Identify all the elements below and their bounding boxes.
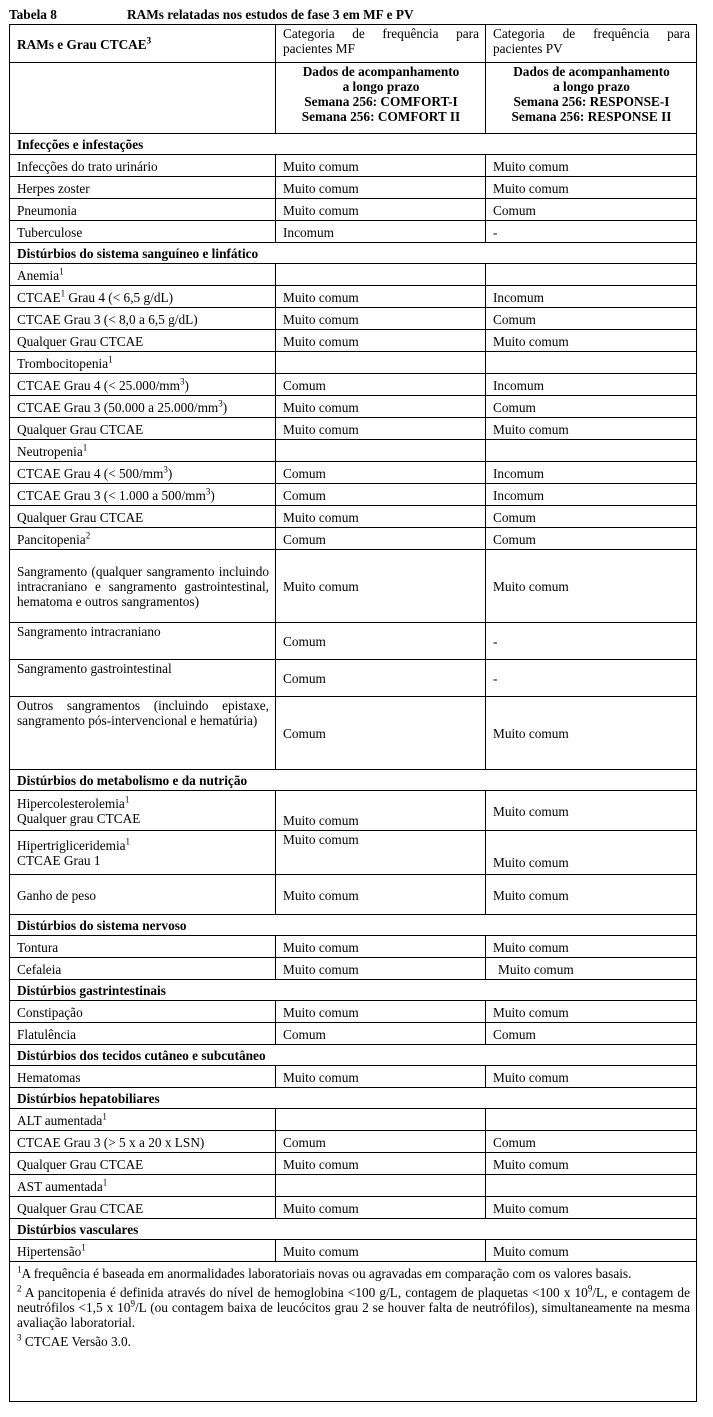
section-row: Distúrbios do sistema sanguíneo e linfático bbox=[10, 243, 697, 264]
footnote-1: $^1$A frequência é baseada em anormalidades laboratoriais novas ou agravadas em comparação com os valores basais. bbox=[17, 1264, 632, 1281]
table-row: Sangramento (qualquer sangramento incluindo intracraniano e sangramento gastrointestinal, hematoma e outros sangramentos) Muito comum Muito comum bbox=[10, 550, 697, 623]
table-header-row bbox=[10, 25, 697, 63]
header-mf-category: Categoria de frequência para pacientes MF bbox=[276, 25, 486, 63]
table-row: Pancitopenia$^2$ Comum Comum bbox=[10, 528, 697, 550]
table-row: Cefaleia Muito comum Muito comum bbox=[10, 958, 697, 980]
table-row: Infecções do trato urinário Muito comum Muito comum bbox=[10, 155, 697, 177]
table-row: Tuberculose Incomum - bbox=[10, 221, 697, 243]
table-title: RAMs relatadas nos estudos de fase 3 em MF e PV bbox=[127, 7, 414, 22]
header-adr-grade: RAMs e Grau CTCAE$^3$ bbox=[10, 25, 276, 63]
section-row: Distúrbios do metabolismo e da nutrição bbox=[10, 770, 697, 791]
table-row: Flatulência Comum Comum bbox=[10, 1023, 697, 1045]
footnote-3: $^3$ CTCAE Versão 3.0. bbox=[17, 1332, 131, 1349]
table-row: Constipação Muito comum Muito comum bbox=[10, 1001, 697, 1023]
table-row: Qualquer Grau CTCAE Muito comum Muito comum bbox=[10, 1197, 697, 1219]
table-row: CTCAE Grau 3 (< 8,0 a 6,5 g/dL) Muito comum Comum bbox=[10, 308, 697, 330]
table-row: Qualquer Grau CTCAE Muito comum Muito comum bbox=[10, 418, 697, 440]
table-row: AST aumentada$^1$ bbox=[10, 1175, 697, 1197]
table-row: Trombocitopenia$^1$ bbox=[10, 352, 697, 374]
table-row: Hipercolesterolemia$^1$ Qualquer grau CTCAE Muito comum Muito comum bbox=[10, 791, 697, 831]
table-row: Hematomas Muito comum Muito comum bbox=[10, 1066, 697, 1088]
section-row: Distúrbios hepatobiliares bbox=[10, 1088, 697, 1109]
table-row: Anemia$^1$ bbox=[10, 264, 697, 286]
pv-followup-header: Dados de acompanhamento a longo prazo Semana 256: RESPONSE-I Semana 256: RESPONSE II bbox=[486, 63, 697, 134]
table-row: Herpes zoster Muito comum Muito comum bbox=[10, 177, 697, 199]
table-row: Pneumonia Muito comum Comum bbox=[10, 199, 697, 221]
table-row: Qualquer Grau CTCAE Muito comum Muito comum bbox=[10, 1153, 697, 1175]
table-row: Sangramento intracraniano Comum - bbox=[10, 623, 697, 660]
section-row: Infecções e infestações bbox=[10, 134, 697, 155]
footnotes-row bbox=[10, 1262, 697, 1402]
table-row: CTCAE Grau 3 (< 1.000 a $500/mm^3$) Comum Incomum bbox=[10, 484, 697, 506]
table-row: Neutropenia$^1$ bbox=[10, 440, 697, 462]
section-row: Distúrbios do sistema nervoso bbox=[10, 915, 697, 936]
adverse-reactions-table bbox=[9, 24, 697, 1402]
table-row: CTCAE Grau 4 (< $500/mm^3$) Comum Incomum bbox=[10, 462, 697, 484]
footnote-2: $^2$ A pancitopenia é definida através do nível de hemoglobina <100 g/L, contagem de plaquetas <100 x $10^9/L$, e contagem de neutrófilos <1,5 x $10^9/L$ (ou contagem baixa de leucócitos grau 2 se houver falta de neutrófilos), simultaneamente na mesma avaliação laboratorial. bbox=[17, 1283, 690, 1330]
footnotes bbox=[10, 1262, 697, 1402]
table-subheader-row bbox=[10, 63, 697, 134]
table-row: CTCAE Grau 3 (50.000 a $25.000/mm^3$) Muito comum Comum bbox=[10, 396, 697, 418]
table-row: CTCAE Grau 3 (> 5 x a 20 x LSN) Comum Comum bbox=[10, 1131, 697, 1153]
table-row: Hipertensão$^1$ Muito comum Muito comum bbox=[10, 1240, 697, 1262]
table-caption bbox=[9, 6, 696, 24]
table-row: Hipertrigliceridemia$^1$ CTCAE Grau 1 Muito comum Muito comum bbox=[10, 831, 697, 875]
table-row: Tontura Muito comum Muito comum bbox=[10, 936, 697, 958]
mf-followup-header: Dados de acompanhamento a longo prazo Semana 256: COMFORT-I Semana 256: COMFORT II bbox=[276, 63, 486, 134]
header-pv-category: Categoria de frequência para pacientes PV bbox=[486, 25, 697, 63]
table-row: Sangramento gastrointestinal Comum - bbox=[10, 660, 697, 697]
section-row: Distúrbios dos tecidos cutâneo e subcutâneo bbox=[10, 1045, 697, 1066]
table-row: Outros sangramentos (incluindo epistaxe, sangramento pós-intervencional e hematúria) Comum Muito comum bbox=[10, 697, 697, 770]
table-number: Tabela 8 bbox=[9, 7, 57, 22]
table-row: CTCAE Grau 4 (< $25.000/mm^3$) Comum Incomum bbox=[10, 374, 697, 396]
table-row: Qualquer Grau CTCAE Muito comum Muito comum bbox=[10, 330, 697, 352]
table-row: CTCAE$^1$ Grau 4 (< 6,5 g/dL) Muito comum Incomum bbox=[10, 286, 697, 308]
table-row: Qualquer Grau CTCAE Muito comum Comum bbox=[10, 506, 697, 528]
section-row: Distúrbios vasculares bbox=[10, 1219, 697, 1240]
table-row: ALT aumentada$^1$ bbox=[10, 1109, 697, 1131]
table-row: Ganho de peso Muito comum Muito comum bbox=[10, 875, 697, 915]
section-row: Distúrbios gastrintestinais bbox=[10, 980, 697, 1001]
